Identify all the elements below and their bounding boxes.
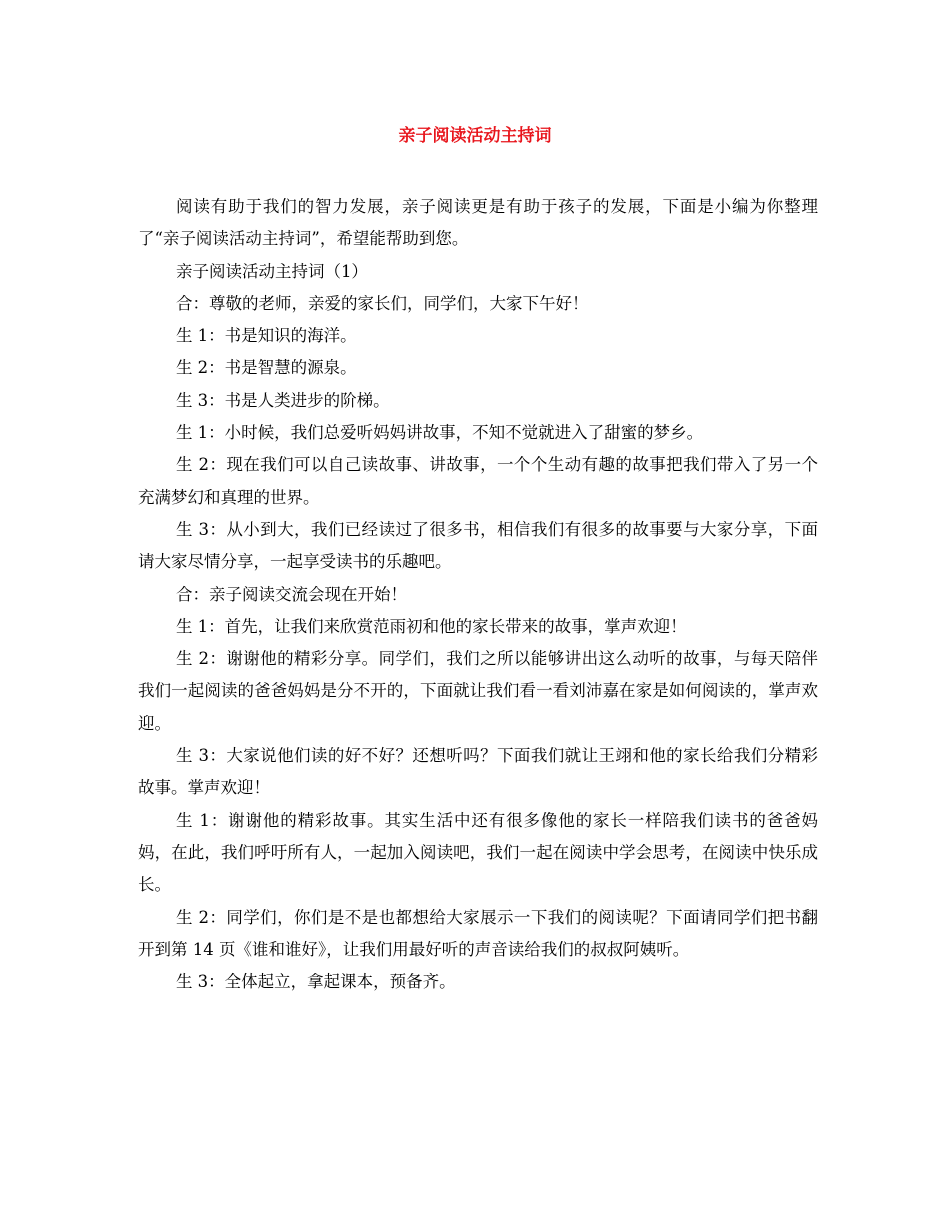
script-line: 生 3：从小到大，我们已经读过了很多书，相信我们有很多的故事要与大家分享，下面请大家尽情分享，一起享受读书的乐趣吧。 [138, 519, 818, 572]
script-line: 生 3：书是人类进步的阶梯。 [175, 390, 390, 410]
script-line: 生 2：谢谢他的精彩分享。同学们，我们之所以能够讲出这么动听的故事，与每天陪伴我们一起阅读的爸爸妈妈是分不开的，下面就让我们看一看刘沛嘉在家是如何阅读的，掌声欢迎。 [138, 649, 818, 733]
document-title: 亲子阅读活动主持词 [398, 126, 552, 146]
script-line: 生 3：全体起立，拿起课本，预备齐。 [175, 972, 456, 992]
script-line: 合：尊敬的老师，亲爱的家长们，同学们，大家下午好！ [175, 293, 589, 313]
script-line: 生 3：大家说他们读的好不好？还想听吗？下面我们就让王翊和他的家长给我们分精彩故事。掌声欢迎！ [138, 746, 818, 798]
script-line: 生 1：书是知识的海洋。 [175, 326, 357, 346]
script-line: 生 1：谢谢他的精彩故事。其实生活中还有很多像他的家长一样陪我们读书的爸爸妈妈，在此，我们呼吁所有人，一起加入阅读吧，我们一起在阅读中学会思考，在阅读中快乐成长。 [138, 810, 818, 895]
script-line: 生 2：书是智慧的源泉。 [175, 358, 357, 378]
script-line: 生 2：现在我们可以自己读故事、讲故事，一个个生动有趣的故事把我们带入了另一个充满梦幻和真理的世界。 [138, 455, 818, 507]
script-line: 合：亲子阅读交流会现在开始！ [175, 584, 407, 604]
script-line: 生 2：同学们，你们是不是也都想给大家展示一下我们的阅读呢？下面请同学们把书翻开到第 14 页《谁和谁好》，让我们用最好听的声音读给我们的叔叔阿姨听。 [138, 907, 818, 959]
intro-paragraph: 阅读有助于我们的智力发展，亲子阅读更是有助于孩子的发展，下面是小编为你整理了“亲子阅读活动主持词”，希望能帮助到您。 [138, 197, 818, 249]
script-line: 生 1：首先，让我们来欣赏范雨初和他的家长带来的故事，掌声欢迎！ [175, 616, 687, 636]
section-heading: 亲子阅读活动主持词（1） [175, 261, 368, 281]
script-line: 生 1：小时候，我们总爱听妈妈讲故事，不知不觉就进入了甜蜜的梦乡。 [175, 423, 704, 443]
document-body [138, 191, 818, 998]
